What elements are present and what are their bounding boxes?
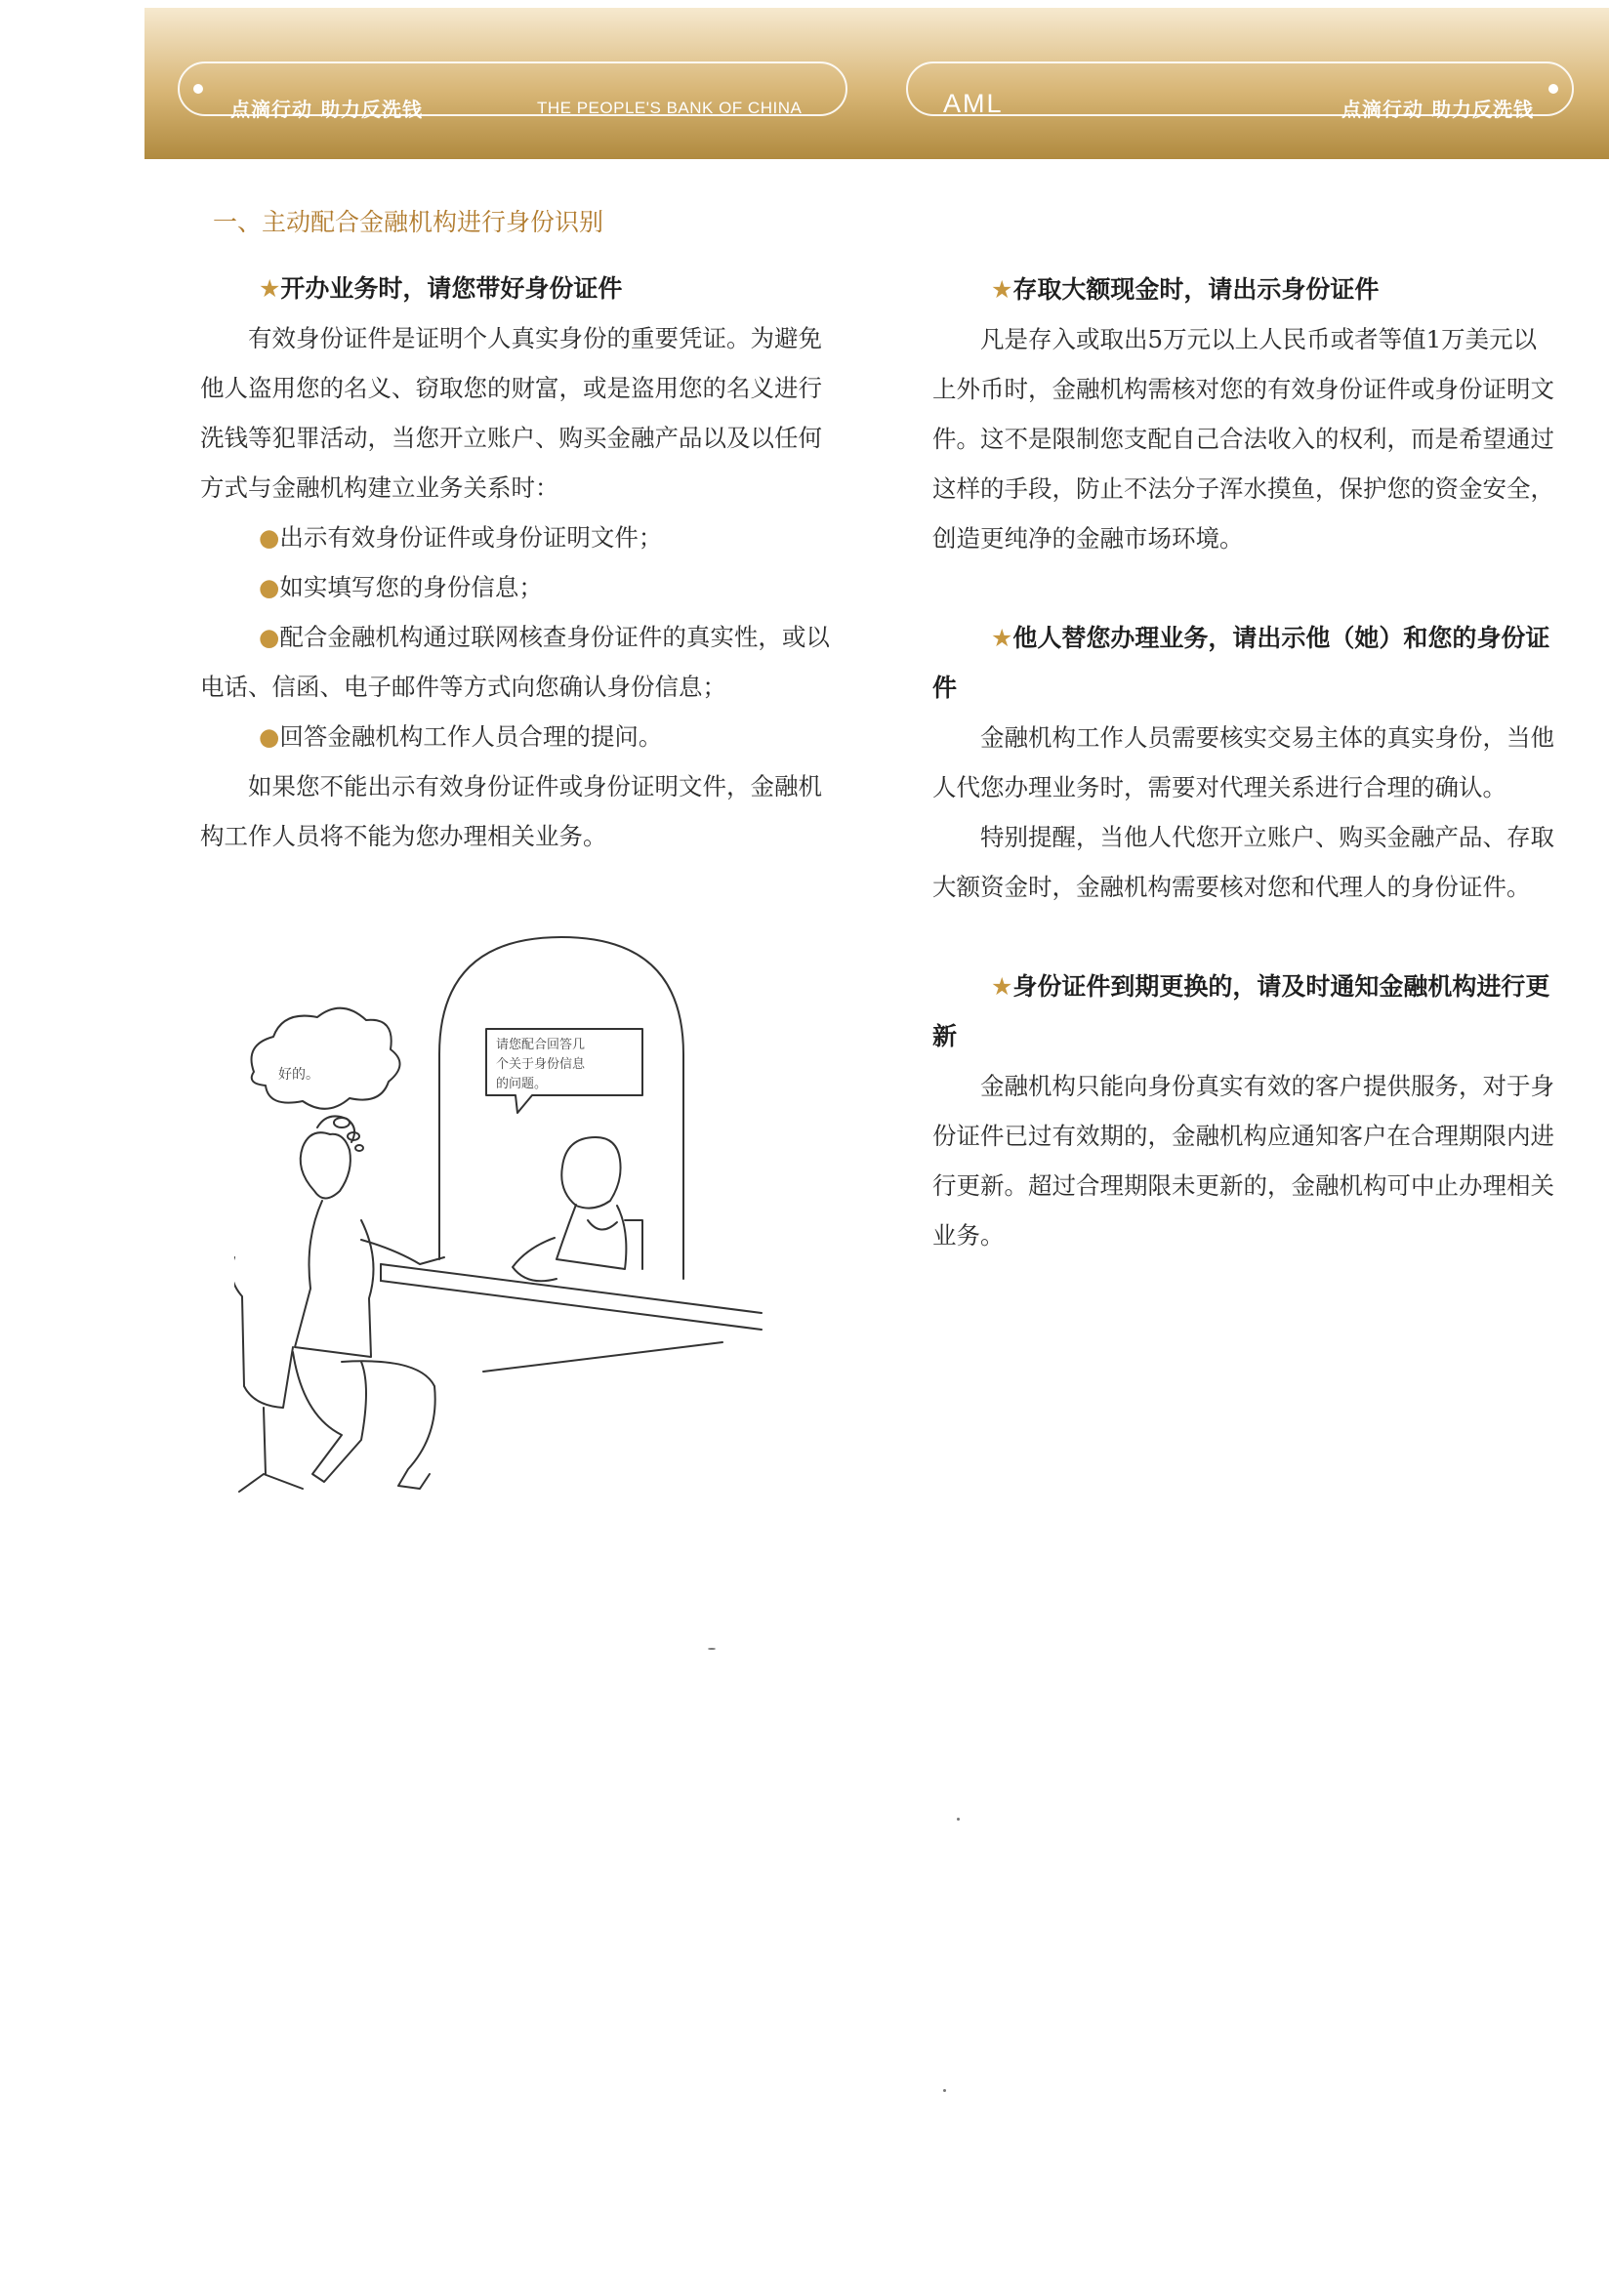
header-slogan-right: 点滴行动 助力反洗钱 — [1341, 98, 1534, 121]
speech-bubble-text: 请您配合回答几 个关于身份信息 的问题。 — [496, 1038, 586, 1091]
header-slogan-left: 点滴行动 助力反洗钱 — [230, 98, 423, 121]
bullet-dot-icon: ● — [259, 623, 280, 651]
section-title: 一、主动配合金融机构进行身份识别 — [213, 208, 604, 236]
header-dot-icon — [1548, 84, 1558, 94]
scan-speck — [943, 2089, 946, 2092]
thought-bubble-text: 好的。 — [278, 1067, 319, 1083]
counter-window-arch — [439, 937, 683, 1279]
subheading-text: 开办业务时，请您带好身份证件 — [280, 274, 623, 303]
bullet-item: ●配合金融机构通过联网核查身份证件的真实性，或以电话、信函、电子邮件等方式向您确认身份信息； — [200, 623, 830, 701]
right-column — [932, 265, 1557, 1260]
subheading-cash: ★存取大额现金时，请出示身份证件 — [991, 275, 1380, 304]
customer-head — [301, 1132, 351, 1198]
teller-head — [561, 1137, 620, 1209]
header-dot-icon — [193, 84, 203, 94]
bullet-item: ●如实填写您的身份信息； — [259, 573, 543, 601]
paragraph-cash: 凡是存入或取出5万元以上人民币或者等值1万美元以上外币时，金融机构需核对您的有效身份证件或身份证明文件。这不是限制您支配自己合法收入的权利，而是希望通过这样的手段，防止不法分子浑水摸鱼，保护您的资金安全，创造更纯净的金融市场环境。 — [932, 325, 1554, 553]
paragraph-agent-1: 金融机构工作人员需要核实交易主体的真实身份，当他人代您办理业务时，需要对代理关系进行合理的确认。 — [932, 723, 1554, 801]
subheading-renewal: ★身份证件到期更换的，请及时通知金融机构进行更新 — [932, 972, 1550, 1050]
illustration-drawing — [234, 927, 781, 1513]
paragraph-agent-2: 特别提醒，当他人代您开立账户、购买金融产品、存取大额资金时，金融机构需要核对您和代理人的身份证件。 — [932, 823, 1554, 901]
header-org-name: THE PEOPLE'S BANK OF CHINA — [537, 99, 803, 117]
star-icon: ★ — [259, 274, 281, 303]
paragraph-closing: 如果您不能出示有效身份证件或身份证明文件，金融机构工作人员将不能为您办理相关业务。 — [200, 772, 822, 850]
star-icon: ★ — [991, 972, 1013, 1001]
star-icon: ★ — [991, 624, 1013, 652]
left-column — [200, 264, 830, 861]
paragraph-intro: 有效身份证件是证明个人真实身份的重要凭证。为避免他人盗用您的名义、窃取您的财富，或是盗用您的名义进行洗钱等犯罪活动，当您开立账户、购买金融产品以及以任何方式与金融机构建立业务关系时： — [200, 324, 822, 502]
bank-counter-illustration — [234, 927, 781, 1513]
thought-bubble — [252, 1008, 400, 1109]
subheading-agent: ★他人替您办理业务，请出示他（她）和您的身份证件 — [932, 624, 1550, 702]
paragraph-renewal: 金融机构只能向身份真实有效的客户提供服务，对于身份证件已过有效期的，金融机构应通知客户在合理期限内进行更新。超过合理期限未更新的，金融机构可中止办理相关业务。 — [932, 1072, 1554, 1250]
star-icon: ★ — [991, 275, 1013, 304]
bullet-dot-icon: ● — [259, 573, 280, 601]
subheading-id-docs — [200, 264, 830, 313]
bullet-item: ●回答金融机构工作人员合理的提问。 — [259, 722, 663, 751]
bullet-item: ●出示有效身份证件或身份证明文件； — [259, 523, 663, 552]
scan-speck — [957, 1818, 960, 1821]
bullet-dot-icon: ● — [259, 523, 280, 552]
scan-speck — [708, 1648, 716, 1650]
bullet-dot-icon: ● — [259, 722, 280, 751]
header-aml-label: AML — [943, 89, 1004, 118]
